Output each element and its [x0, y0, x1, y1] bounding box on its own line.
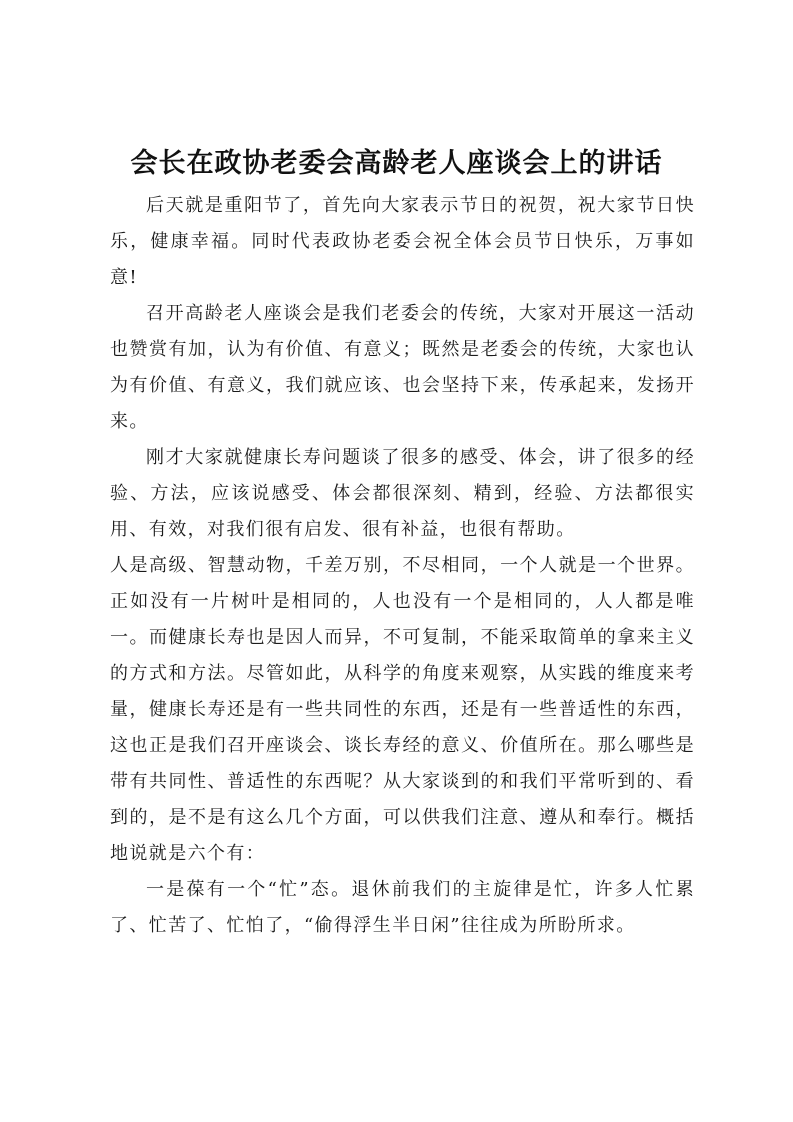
- paragraph: 人是高级、智慧动物，千差万别，不尽相同，一个人就是一个世界。正如没有一片树叶是相同的，人也没有一个是相同的，人人都是唯一。而健康长寿也是因人而异，不可复制，不能采取简单的拿来主义的方式和方法。尽管如此，从科学的角度来观察，从实践的维度来考量，健康长寿还是有一些共同性的东西，还是有一些普适性的东西，这也正是我们召开座谈会、谈长寿经的意义、价值所在。那么哪些是带有共同性、普适性的东西呢？从大家谈到的和我们平常听到的、看到的，是不是有这么几个方面，可以供我们注意、遵从和奉行。概括地说就是六个有：: [110, 555, 695, 864]
- paragraph: 刚才大家就健康长寿问题谈了很多的感受、体会，讲了很多的经验、方法，应该说感受、体会都很深刻、精到，经验、方法都很实用、有效，对我们很有启发、很有补益，也很有帮助。: [110, 447, 695, 540]
- paragraph: 召开高龄老人座谈会是我们老委会的传统，大家对开展这一活动也赞赏有加，认为有价值、有意义；既然是老委会的传统，大家也认为有价值、有意义，我们就应该、也会坚持下来，传承起来，发扬开来。: [110, 303, 695, 432]
- document-title: 会长在政协老委会高龄老人座谈会上的讲话: [130, 148, 663, 179]
- paragraph: 一是葆有一个“忙”态。退休前我们的主旋律是忙，许多人忙累了、忙苦了、忙怕了，“偷得浮生半日闲”往往成为所盼所求。: [110, 879, 695, 936]
- paragraph: 后天就是重阳节了，首先向大家表示节日的祝贺，祝大家节日快乐，健康幸福。同时代表政协老委会祝全体会员节日快乐，万事如意!: [110, 195, 695, 288]
- document-body: [110, 188, 695, 944]
